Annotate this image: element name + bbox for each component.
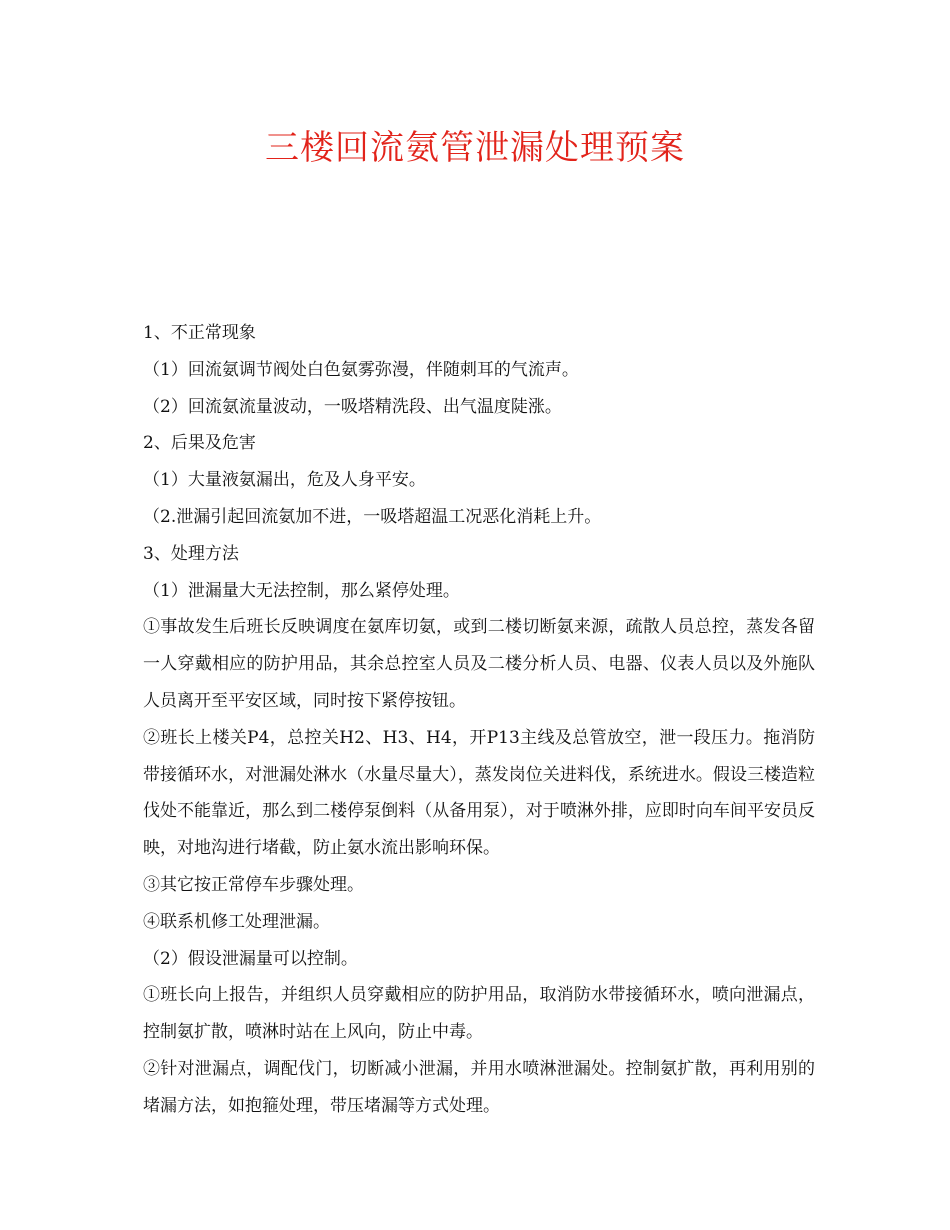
method-case-2-step-1: ①班长向上报告，并组织人员穿戴相应的防护用品，取消防水带接循环水，喷向泄漏点，控制氨扩散，喷淋时站在上风向，防止中毒。 (143, 985, 815, 1043)
method-case-1: （1）泄漏量大无法控制，那么紧停处理。 (143, 580, 460, 601)
section-heading-3: 3、处理方法 (143, 543, 239, 564)
consequence-item-1: （1）大量液氨漏出，危及人身平安。 (143, 470, 426, 491)
method-case-1-step-3: ③其它按正常停车步骤处理。 (143, 874, 364, 895)
section-heading-2: 2、后果及危害 (143, 433, 256, 454)
method-case-1-step-4: ④联系机修工处理泄漏。 (143, 911, 330, 932)
method-case-2-step-2: ②针对泄漏点，调配伐门，切断减小泄漏，并用水喷淋泄漏处。控制氨扩散，再利用别的堵漏方法，如抱箍处理，带压堵漏等方式处理。 (143, 1058, 815, 1116)
symptom-item-2: （2）回流氨流量波动，一吸塔精洗段、出气温度陡涨。 (143, 396, 562, 417)
method-case-1-step-1: ①事故发生后班长反映调度在氨库切氨，或到二楼切断氨来源，疏散人员总控，蒸发各留一人穿戴相应的防护用品，其余总控室人员及二楼分析人员、电器、仪表人员以及外施队人员离开至平安区域，同时按下紧停按钮。 (143, 617, 815, 711)
method-case-1-step-2: ②班长上楼关P4，总控关H2、H3、H4，开P13主线及总管放空，泄一段压力。拖消防带接循环水，对泄漏处淋水（水量尽量大），蒸发岗位关进料伐，系统进水。假设三楼造粒伐处不能靠近，那么到二楼停泵倒料（从备用泵），对于喷淋外排，应即时向车间平安员反映，对地沟进行堵截，防止氨水流出影响环保。 (143, 727, 815, 859)
section-heading-1: 1、不正常现象 (143, 323, 256, 343)
document-title: 三楼回流氨管泄漏处理预案 (265, 128, 685, 168)
document-body (143, 315, 815, 1125)
consequence-item-2: （2.泄漏引起回流氨加不进，一吸塔超温工况恶化消耗上升。 (143, 506, 602, 527)
method-case-2: （2）假设泄漏量可以控制。 (143, 948, 358, 969)
symptom-item-1: （1）回流氨调节阀处白色氨雾弥漫，伴随刺耳的气流声。 (143, 359, 579, 380)
